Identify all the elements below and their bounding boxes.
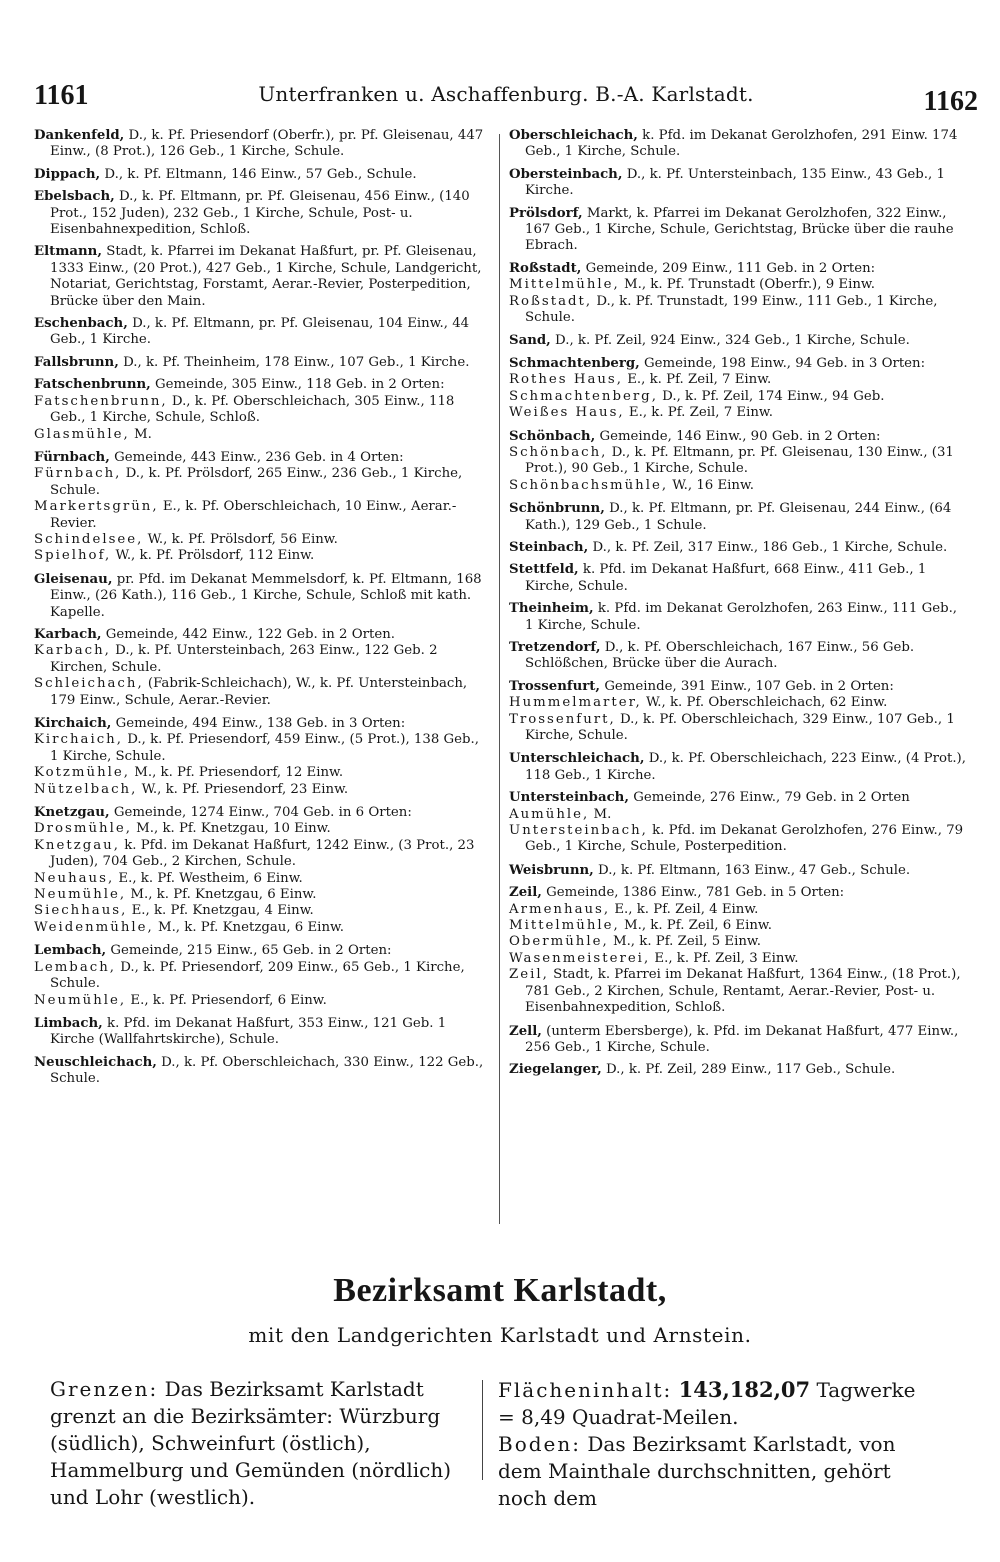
- entry: [509, 1024, 967, 1057]
- bottom-column-divider: [482, 1380, 483, 1480]
- sub-entry: [509, 445, 967, 478]
- sub-entry-text: E., k. Pf. Priesendorf, 6 Einw.: [130, 992, 327, 1008]
- municipality-group: [509, 885, 967, 1016]
- sub-entry-name: Schönbachsmühle,: [509, 477, 669, 493]
- group-heading: [34, 627, 490, 643]
- entry-text: k. Pfd. im Dekanat Haßfurt, 353 Einw., 121 Geb. 1 Kirche (Wallfahrtskirche), Schule.: [50, 1015, 447, 1048]
- sub-entry-text: D., k. Pf. Prölsdorf, 265 Einw., 236 Geb., 1 Kirche, Schule.: [50, 466, 463, 498]
- sub-entry-name: Mittelmühle,: [509, 277, 620, 293]
- sub-entry-text: D., k. Pf. Oberschleichach, 329 Einw., 107 Geb., 1 Kirche, Schule.: [525, 711, 955, 743]
- sub-entry-name: Armenhaus,: [509, 901, 611, 917]
- sub-entry: [34, 394, 490, 427]
- group-heading: [34, 377, 490, 393]
- page-number-left: 1161: [34, 80, 89, 111]
- group-heading: [34, 943, 490, 959]
- sub-entry-name: Nützelbach,: [34, 781, 138, 797]
- entry-name: Neuschleichach,: [34, 1054, 157, 1070]
- sub-entry: [509, 934, 967, 950]
- sub-entry-name: Aumühle,: [509, 806, 590, 822]
- entry-text: k. Pfd. im Dekanat Gerolzhofen, 263 Einw., 111 Geb., 1 Kirche, Schule.: [525, 601, 958, 633]
- sub-entry: [34, 548, 490, 564]
- right-column: [509, 128, 967, 1085]
- sub-entry: [34, 960, 490, 993]
- entry-name: Eltmann,: [34, 244, 102, 260]
- entry-name: Theinheim,: [509, 601, 594, 617]
- sub-entry-name: Obermühle,: [509, 934, 609, 950]
- sub-entry: [34, 676, 490, 709]
- sub-entry-text: E., k. Pf. Zeil, 3 Einw.: [654, 950, 799, 966]
- entry-text: D., k. Pf. Oberschleichach, 330 Einw., 122 Geb., Schule.: [50, 1054, 484, 1087]
- entry-text: D., k. Pf. Eltmann, pr. Pf. Gleisenau, 244 Einw., (64 Kath.), 129 Geb., 1 Schule.: [525, 501, 952, 533]
- section-subtitle: mit den Landgerichten Karlstadt und Arnstein.: [248, 1323, 752, 1347]
- sub-entry: [34, 765, 490, 781]
- sub-entry-name: Kirchaich,: [34, 732, 123, 748]
- sub-entry: [34, 838, 490, 871]
- entry-text: D., k. Pf. Zeil, 317 Einw., 186 Geb., 1 Kirche, Schule.: [592, 539, 948, 555]
- entry-name: Dankenfeld,: [34, 128, 125, 143]
- area-paragraph: [498, 1376, 938, 1512]
- entry-name: Untersteinbach,: [509, 790, 629, 806]
- municipality-group: [34, 627, 490, 709]
- sub-entry-name: Weißes Haus,: [509, 405, 625, 421]
- running-title: Unterfranken u. Aschaffenburg. B.-A. Karlstadt.: [258, 82, 754, 106]
- sub-entry: [34, 821, 490, 837]
- sub-entry-text: k. Pfd. im Dekanat Haßfurt, 1242 Einw., (3 Prot., 23 Juden), 704 Geb., 2 Kirchen, Schule.: [50, 837, 475, 870]
- sub-entry-text: E., k. Pf. Zeil, 4 Einw.: [614, 901, 759, 917]
- entry-name: Karbach,: [34, 626, 102, 642]
- entry-text: (unterm Ebersberge), k. Pfd. im Dekanat Haßfurt, 477 Einw., 256 Geb., 1 Kirche, Schule.: [525, 1023, 959, 1055]
- sub-entry-text: M.: [133, 426, 152, 442]
- sub-entry-text: E., k. Pf. Westheim, 6 Einw.: [118, 870, 303, 886]
- entry-text: D., k. Pf. Untersteinbach, 135 Einw., 43 Geb., 1 Kirche.: [525, 166, 945, 199]
- entry-text: Gemeinde, 146 Einw., 90 Geb. in 2 Orten:: [599, 428, 881, 444]
- group-heading: [34, 716, 490, 732]
- entry-name: Ebelsbach,: [34, 189, 115, 205]
- sub-entry: [34, 427, 490, 443]
- entry-name: Stettfeld,: [509, 562, 579, 578]
- entry-name: Oberschleichach,: [509, 128, 638, 143]
- sub-entry-name: Siechhaus,: [34, 903, 128, 919]
- sub-entry-name: Neumühle,: [34, 992, 127, 1008]
- sub-entry-name: Hummelmarter,: [509, 695, 642, 711]
- borders-text: Das Bezirksamt Karlstadt grenzt an die Bezirksämter: Würzburg (südlich), Schweinfurt (östlich), Hammelburg und Gemünden (nördlich) und Lohr (westlich).: [50, 1377, 452, 1509]
- sub-entry-text: E., k. Pf. Oberschleichach, 10 Einw., Aerar.-Revier.: [50, 499, 457, 531]
- sub-entry-text: D., k. Pf. Priesendorf, 209 Einw., 65 Geb., 1 Kirche, Schule.: [50, 959, 465, 992]
- entry: [34, 244, 490, 310]
- group-heading: [509, 790, 967, 806]
- entry-text: D., k. Pf. Eltmann, pr. Pf. Gleisenau, 456 Einw., (140 Prot., 152 Juden), 232 Geb., 1 Kirche, Schule, Post- u. Eisenbahnexpedition, Schloß.: [50, 189, 470, 238]
- column-divider: [499, 134, 500, 1224]
- sub-entry: [34, 732, 490, 765]
- entry-name: Fallsbrunn,: [34, 354, 119, 370]
- entry-name: Lembach,: [34, 943, 107, 959]
- sub-entry: [509, 823, 967, 856]
- sub-entry: [509, 405, 967, 421]
- group-heading: [34, 805, 490, 821]
- group-heading: [509, 429, 967, 445]
- municipality-group: [34, 716, 490, 798]
- area-text: Tagwerke = 8,49 Quadrat-Meilen.: [498, 1378, 916, 1429]
- sub-entry-name: Drosmühle,: [34, 821, 132, 837]
- sub-entry-name: Neuhaus,: [34, 870, 115, 886]
- sub-entry: [34, 903, 490, 919]
- entry-text: D., k. Pf. Oberschleichach, 223 Einw., (4 Prot.), 118 Geb., 1 Kirche.: [525, 751, 966, 783]
- entry-text: Gemeinde, 1274 Einw., 704 Geb. in 6 Orten:: [113, 805, 412, 821]
- sub-entry-name: Knetzgau,: [34, 837, 120, 853]
- sub-entry-text: E., k. Pf. Zeil, 7 Einw.: [628, 405, 773, 421]
- entry: [509, 751, 967, 784]
- sub-entry: [34, 887, 490, 903]
- entry-text: Gemeinde, 276 Einw., 79 Geb. in 2 Orten: [633, 790, 910, 806]
- entry: [509, 206, 967, 255]
- sub-entry-name: Kotzmühle,: [34, 765, 131, 781]
- sub-entry-text: W., k. Pf. Priesendorf, 23 Einw.: [141, 781, 349, 797]
- sub-entry-name: Neumühle,: [34, 887, 127, 903]
- sub-entry: [34, 871, 490, 887]
- entry: [509, 562, 967, 595]
- entry-text: Gemeinde, 391 Einw., 107 Geb. in 2 Orten:: [604, 678, 894, 694]
- municipality-group: [34, 377, 490, 443]
- sub-entry: [34, 532, 490, 548]
- entry: [34, 572, 490, 621]
- sub-entry-name: Spielhof,: [34, 548, 112, 564]
- entry: [509, 540, 967, 556]
- sub-entry: [34, 993, 490, 1009]
- sub-entry-name: Untersteinbach,: [509, 823, 648, 839]
- entry: [509, 863, 967, 879]
- entry-text: Markt, k. Pfarrei im Dekanat Gerolzhofen, 322 Einw., 167 Geb., 1 Kirche, Schule, Gerichtstag, Brücke über die rauhe Ebrach.: [525, 205, 954, 254]
- sub-entry: [509, 967, 967, 1016]
- entry-name: Schönbrunn,: [509, 501, 605, 517]
- sub-entry-text: M., k. Pf. Zeil, 6 Einw.: [624, 918, 772, 934]
- sub-entry: [509, 294, 967, 327]
- borders-lead: Grenzen:: [50, 1377, 159, 1401]
- sub-entry-name: Trossenfurt,: [509, 711, 616, 727]
- sub-entry-text: D., k. Pf. Zeil, 174 Einw., 94 Geb.: [662, 388, 885, 404]
- sub-entry-name: Glasmühle,: [34, 426, 130, 442]
- sub-entry-name: Wasenmeisterei,: [509, 950, 651, 966]
- entry-name: Tretzendorf,: [509, 639, 601, 655]
- sub-entry-name: Schindelsee,: [34, 531, 144, 547]
- sub-entry-text: D., k. Pf. Eltmann, pr. Pf. Gleisenau, 130 Einw., (31 Prot.), 90 Geb., 1 Kirche, Schule.: [525, 444, 954, 477]
- sub-entry: [509, 695, 967, 711]
- entry: [34, 1016, 490, 1049]
- sub-entry-name: Markertsgrün,: [34, 499, 159, 515]
- page-header: [34, 76, 978, 120]
- sub-entry-text: W., k. Pf. Prölsdorf, 112 Einw.: [115, 548, 315, 564]
- sub-entry-text: M.: [593, 806, 612, 822]
- entry-name: Dippach,: [34, 166, 101, 182]
- entry-name: Unterschleichach,: [509, 751, 645, 767]
- entry: [34, 189, 490, 238]
- entry: [509, 128, 967, 161]
- sub-entry-name: Schleichach,: [34, 676, 144, 692]
- sub-entry: [509, 807, 967, 823]
- group-heading: [509, 261, 967, 277]
- entry-text: Stadt, k. Pfarrei im Dekanat Haßfurt, pr. Pf. Gleisenau, 1333 Einw., (20 Prot.), 427 Geb., 1 Kirche, Schule, Landgericht, Notariat, Gerichtstag, Forstamt, Aerar.-Revier, Posterpedition, Brücke über den Main.: [50, 244, 482, 309]
- entry-name: Schmachtenberg,: [509, 355, 640, 371]
- sub-entry-name: Schmachtenberg,: [509, 388, 658, 404]
- entry: [34, 128, 490, 161]
- group-heading: [34, 450, 490, 466]
- entry-text: D., k. Pf. Zeil, 289 Einw., 117 Geb., Schule.: [605, 1062, 896, 1078]
- sub-entry-name: Schönbach,: [509, 444, 608, 460]
- sub-entry: [34, 643, 490, 676]
- entry-name: Zell,: [509, 1023, 542, 1039]
- municipality-group: [509, 790, 967, 856]
- municipality-group: [34, 450, 490, 565]
- entry-text: Gemeinde, 215 Einw., 65 Geb. in 2 Orten:: [110, 943, 392, 959]
- entry-name: Gleisenau,: [34, 571, 113, 587]
- entry-text: D., k. Pf. Eltmann, pr. Pf. Gleisenau, 104 Einw., 44 Geb., 1 Kirche.: [50, 316, 470, 348]
- sub-entry-text: M., k. Pf. Knetzgau, 10 Einw.: [136, 821, 331, 837]
- sub-entry: [34, 920, 490, 936]
- entry-text: Gemeinde, 1386 Einw., 781 Geb. in 5 Orten:: [546, 885, 845, 901]
- sub-entry: [509, 277, 967, 293]
- entry: [509, 501, 967, 534]
- sub-entry: [509, 951, 967, 967]
- entry-name: Kirchaich,: [34, 716, 112, 731]
- sub-entry-text: M., k. Pf. Zeil, 5 Einw.: [612, 934, 761, 950]
- sub-entry: [509, 478, 967, 494]
- entry-text: D., k. Pf. Oberschleichach, 167 Einw., 56 Geb. Schlößchen, Brücke über die Aurach.: [525, 639, 915, 672]
- sub-entry-text: k. Pfd. im Dekanat Gerolzhofen, 276 Einw., 79 Geb., 1 Kirche, Schule, Posterpedition.: [525, 823, 964, 855]
- sub-entry: [509, 712, 967, 745]
- sub-entry-name: Rothes Haus,: [509, 372, 623, 388]
- sub-entry-text: Stadt, k. Pfarrei im Dekanat Haßfurt, 1364 Einw., (18 Prot.), 781 Geb., 2 Kirchen, Schule, Rentamt, Aerar.-Revier, Post- u. Eisenbahnexpedition, Schloß.: [525, 967, 961, 1016]
- entry-name: Sand,: [509, 333, 551, 349]
- sub-entry-text: D., k. Pf. Trunstadt, 199 Einw., 111 Geb., 1 Kirche, Schule.: [525, 293, 938, 326]
- sub-entry-text: D., k. Pf. Oberschleichach, 305 Einw., 118 Geb., 1 Kirche, Schule, Schloß.: [50, 393, 455, 426]
- sub-entry-text: E., k. Pf. Zeil, 7 Einw.: [627, 372, 772, 388]
- sub-entry-text: W., 16 Einw.: [672, 477, 755, 493]
- entry-name: Knetzgau,: [34, 805, 110, 821]
- area-value: 143,182,07: [678, 1377, 811, 1402]
- entry: [509, 333, 967, 349]
- entry: [509, 601, 967, 634]
- group-heading: [509, 885, 967, 901]
- entry-text: Gemeinde, 305 Einw., 118 Geb. in 2 Orten:: [155, 377, 445, 393]
- entry-name: Weisbrunn,: [509, 862, 594, 878]
- sub-entry-text: D., k. Pf. Untersteinbach, 263 Einw., 122 Geb. 2 Kirchen, Schule.: [50, 643, 438, 675]
- sub-entry-name: Fürnbach,: [34, 466, 122, 482]
- sub-entry-text: W., k. Pf. Prölsdorf, 56 Einw.: [147, 531, 338, 547]
- sub-entry-text: E., k. Pf. Knetzgau, 4 Einw.: [131, 903, 314, 919]
- municipality-group: [509, 429, 967, 495]
- sub-entry: [509, 389, 967, 405]
- entry-text: k. Pfd. im Dekanat Gerolzhofen, 291 Einw. 174 Geb., 1 Kirche, Schule.: [525, 128, 958, 160]
- entry-text: D., k. Pf. Priesendorf (Oberfr.), pr. Pf. Gleisenau, 447 Einw., (8 Prot.), 126 Geb., 1 Kirche, Schule.: [50, 128, 484, 160]
- sub-entry: [509, 918, 967, 934]
- entry-text: D., k. Pf. Zeil, 924 Einw., 324 Geb., 1 Kirche, Schule.: [555, 333, 910, 349]
- entry-name: Trossenfurt,: [509, 678, 601, 694]
- sub-entry-name: Fatschenbrunn,: [34, 393, 168, 409]
- entry-text: pr. Pfd. im Dekanat Memmelsdorf, k. Pf. Eltmann, 168 Einw., (26 Kath.), 116 Geb., 1 Kirche, Schule, Schloß mit kath. Kapelle.: [50, 571, 482, 620]
- sub-entry: [34, 499, 490, 532]
- entry: [34, 167, 490, 183]
- group-heading: [509, 679, 967, 695]
- entry: [509, 167, 967, 200]
- entry-name: Eschenbach,: [34, 316, 128, 332]
- entry-name: Limbach,: [34, 1015, 103, 1031]
- entry: [34, 355, 490, 371]
- municipality-group: [509, 679, 967, 745]
- entry-name: Schönbach,: [509, 428, 596, 444]
- sub-entry: [509, 902, 967, 918]
- entry-name: Steinbach,: [509, 539, 589, 555]
- sub-entry-name: Roßstadt,: [509, 293, 593, 309]
- page-number-right: 1162: [923, 86, 978, 117]
- sub-entry: [34, 466, 490, 499]
- sub-entry-name: Zeil,: [509, 967, 549, 983]
- area-lead: Flächeninhalt:: [498, 1378, 673, 1402]
- municipality-group: [34, 943, 490, 1009]
- sub-entry-name: Weidenmühle,: [34, 919, 154, 935]
- entry-text: Gemeinde, 494 Einw., 138 Geb. in 3 Orten:: [115, 716, 406, 731]
- sub-entry-text: (Fabrik-Schleichach), W., k. Pf. Untersteinbach, 179 Einw., Schule, Aerar.-Revier.: [50, 676, 468, 708]
- entry-text: Gemeinde, 198 Einw., 94 Geb. in 3 Orten:: [644, 355, 926, 371]
- entry-text: D., k. Pf. Eltmann, 146 Einw., 57 Geb., Schule.: [104, 166, 417, 182]
- entry: [34, 316, 490, 349]
- entry-name: Fatschenbrunn,: [34, 377, 151, 393]
- entry-name: Ziegelanger,: [509, 1062, 602, 1078]
- sub-entry-name: Mittelmühle,: [509, 918, 620, 934]
- soil-text: Das Bezirksamt Karlstadt, von dem Mainthale durchschnitten, gehört noch dem: [498, 1432, 896, 1510]
- municipality-group: [509, 356, 967, 422]
- entry-name: Fürnbach,: [34, 449, 110, 465]
- entry-text: D., k. Pf. Theinheim, 178 Einw., 107 Geb., 1 Kirche.: [123, 354, 470, 370]
- sub-entry-text: M., k. Pf. Priesendorf, 12 Einw.: [134, 765, 344, 781]
- sub-entry-name: Karbach,: [34, 643, 111, 659]
- entry-text: k. Pfd. im Dekanat Haßfurt, 668 Einw., 411 Geb., 1 Kirche, Schule.: [525, 562, 927, 594]
- entry-text: Gemeinde, 443 Einw., 236 Geb. in 4 Orten:: [114, 449, 404, 465]
- entry-text: D., k. Pf. Eltmann, 163 Einw., 47 Geb., Schule.: [598, 862, 911, 878]
- left-column: [34, 128, 490, 1094]
- entry-name: Prölsdorf,: [509, 205, 583, 221]
- sub-entry-name: Lembach,: [34, 959, 116, 975]
- sub-entry-text: W., k. Pf. Oberschleichach, 62 Einw.: [645, 695, 888, 711]
- entry-name: Zeil,: [509, 885, 542, 901]
- entry: [34, 1055, 490, 1088]
- entry-text: Gemeinde, 209 Einw., 111 Geb. in 2 Orten:: [585, 260, 876, 276]
- section-title: Bezirksamt Karlstadt,: [333, 1272, 667, 1309]
- entry-name: Roßstadt,: [509, 260, 582, 276]
- group-heading: [509, 356, 967, 372]
- sub-entry-text: M., k. Pf. Knetzgau, 6 Einw.: [130, 887, 317, 903]
- municipality-group: [34, 805, 490, 936]
- sub-entry-text: M., k. Pf. Knetzgau, 6 Einw.: [157, 919, 345, 935]
- sub-entry: [34, 782, 490, 798]
- entry-name: Obersteinbach,: [509, 166, 623, 182]
- soil-lead: Boden:: [498, 1432, 581, 1456]
- borders-paragraph: [50, 1376, 470, 1511]
- entry-text: Gemeinde, 442 Einw., 122 Geb. in 2 Orten.: [105, 626, 396, 642]
- sub-entry-text: M., k. Pf. Trunstadt (Oberfr.), 9 Einw.: [624, 277, 875, 293]
- sub-entry-text: D., k. Pf. Priesendorf, 459 Einw., (5 Prot.), 138 Geb., 1 Kirche, Schule.: [50, 732, 479, 764]
- municipality-group: [509, 261, 967, 327]
- entry: [509, 640, 967, 673]
- entry: [509, 1062, 967, 1078]
- sub-entry: [509, 372, 967, 388]
